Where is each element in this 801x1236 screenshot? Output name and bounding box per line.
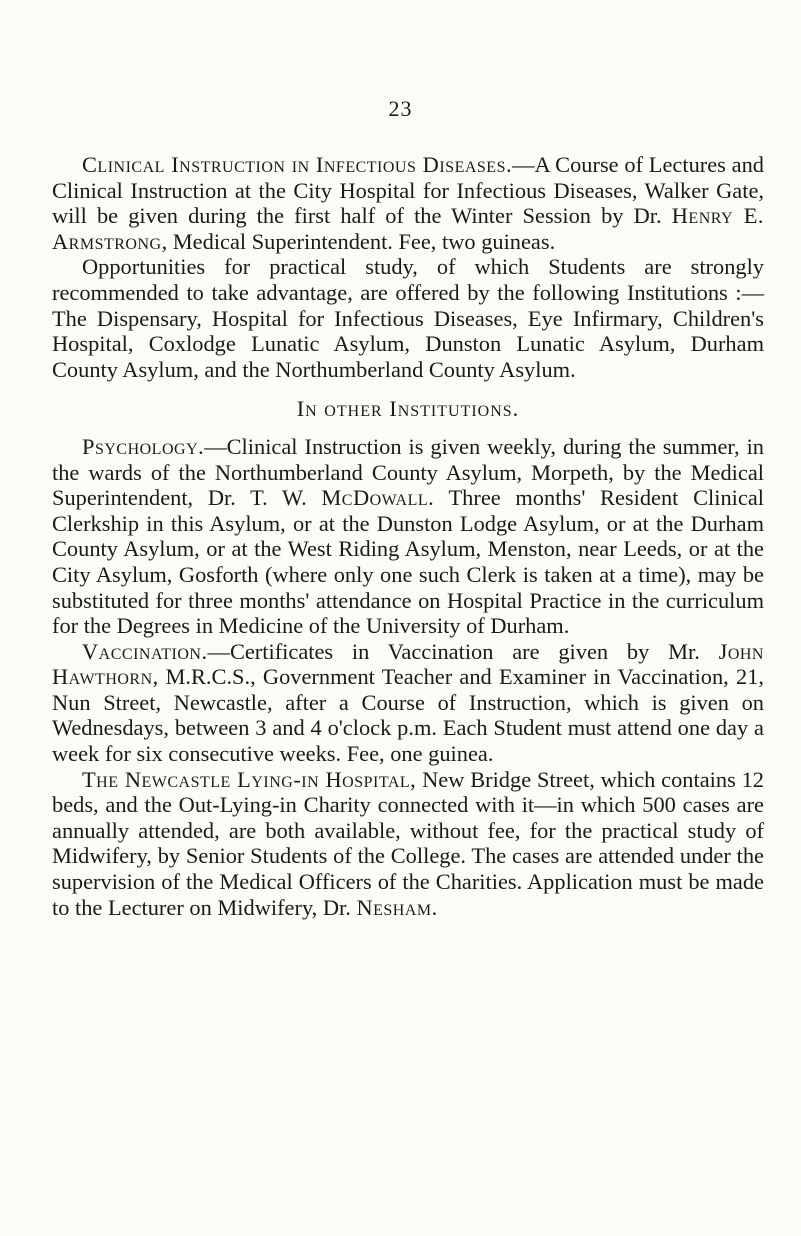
- paragraph-psychology: [52, 434, 764, 639]
- person-name: John Hawthorn: [52, 638, 764, 690]
- paragraph-text: , Medical Superintendent. Fee, two guineas.: [161, 228, 556, 254]
- paragraph-text: , M.R.C.S., Government Teacher and Examiner in Vaccination, 21, Nun Street, Newcastle, after a Course of Instruction, which is given on Wednesdays, between 3 and 4 o'clock p.m. Each Student must attend one day a week for six consecutive weeks. Fee, one guinea.: [52, 664, 764, 767]
- paragraph-text: —A Course of Lectures and Clinical Instruction at the City Hospital for Infectious Diseases, Walker Gate, will be given during the first half of the Winter Session by Dr.: [52, 152, 764, 229]
- paragraph-text: —Certificates in Vaccination are given by Mr.: [207, 638, 719, 664]
- paragraph-text: —Clinical Instruction is given weekly, during the summer, in the wards of the Northumberland County Asylum, Morpeth, by the Medical Superintendent, Dr. T. W.: [52, 433, 764, 511]
- page-number: 23: [388, 96, 413, 121]
- paragraph-vaccination: [52, 639, 764, 767]
- paragraph-lying-in-hospital: [52, 767, 764, 921]
- person-name: Henry E. Armstrong: [52, 203, 764, 254]
- section-heading: In other Institutions.: [296, 396, 520, 422]
- section-lead: Clinical Instruction in Infectious Diseases.: [82, 152, 513, 177]
- person-name: Nesham.: [356, 894, 438, 920]
- body-text: [52, 152, 764, 920]
- person-name: McDowall.: [321, 485, 435, 511]
- section-lead: Psychology.: [82, 433, 205, 459]
- paragraph-text: Three months' Resident Clinical Clerkship in this Asylum, or at the Dunston Lodge Asylum, or at the Durham County Asylum, or at the West Riding Asylum, Menston, near Leeds, or at the City Asylum, Gosforth (where only one such Clerk is taken at a time), may be substituted for three months' attendance on Hospital Practice in the curriculum for the Degrees in Medicine of the University of Durham.: [52, 485, 764, 639]
- section-lead: Vaccination.: [82, 638, 208, 664]
- paragraph-opportunities: [52, 254, 764, 382]
- paragraph-text: Opportunities for practical study, of which Students are strongly recommended to take advantage, are offered by the following Institutions :—The Dispensary, Hospital for Infectious Diseases, Eye Infirmary, Children's Hospital, Coxlodge Lunatic Asylum, Dunston Lunatic Asylum, Durham County Asylum, and the Northumberland County Asylum.: [52, 254, 764, 382]
- paragraph-clinical-instruction: [52, 152, 764, 254]
- section-lead: The Newcastle Lying-in Hospital,: [82, 766, 417, 792]
- paragraph-text: New Bridge Street, which contains 12 beds, and the Out-Lying-in Charity connected with it—in which 500 cases are annually attended, are both available, without fee, for the practical study of Midwifery, by Senior Students of the College. The cases are attended under the supervision of the Medical Officers of the Charities. Application must be made to the Lecturer on Midwifery, Dr.: [52, 766, 764, 920]
